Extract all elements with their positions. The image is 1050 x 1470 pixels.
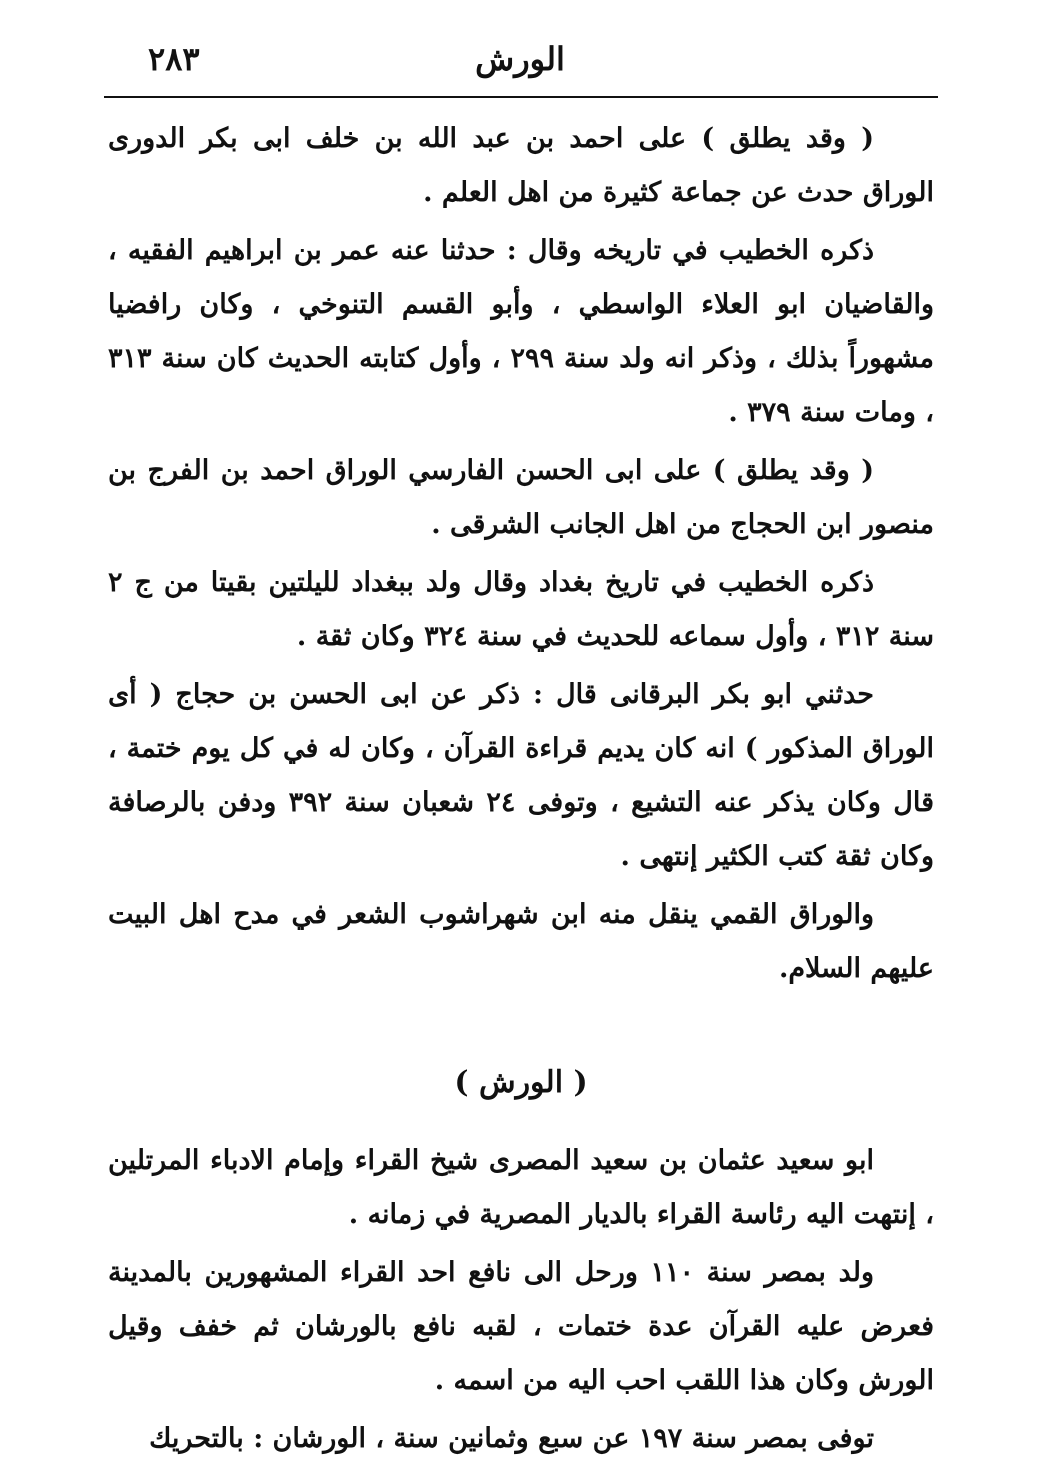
- paragraph: ابو سعيد عثمان بن سعيد المصرى شيخ القراء وإمام الادباء المرتلين ، إنتهت اليه رئاسة القراء بالديار المصرية في زمانه .: [108, 1145, 934, 1230]
- paragraph: ذكره الخطيب في تاريخ بغداد وقال ولد ببغداد لليلتين بقيتا من ج ٢ سنة ٣١٢ ، وأول سماعه للحديث في سنة ٣٢٤ وكان ثقة .: [108, 567, 934, 652]
- paragraph: ( وقد يطلق ) على احمد بن عبد الله بن خلف ابى بكر الدورى الوراق حدث عن جماعة كثيرة من اهل العلم .: [108, 123, 934, 208]
- paragraph: ( وقد يطلق ) على ابى الحسن الفارسي الوراق احمد بن الفرج بن منصور ابن الحجاج من اهل الجانب الشرقى .: [108, 455, 934, 540]
- paragraph: والوراق القمي ينقل منه ابن شهراشوب الشعر في مدح اهل البيت عليهم السلام.: [108, 899, 934, 984]
- page-number: ٢٨٣: [148, 40, 200, 78]
- section-heading: ( الورش ): [454, 1065, 588, 1100]
- page-body: [108, 112, 934, 1470]
- paragraph: حدثني ابو بكر البرقانى قال : ذكر عن ابى الحسن بن حجاج ( أى الوراق المذكور ) انه كان يديم قراءة القرآن ، وكان له في كل يوم ختمة ، قال وكان يذكر عنه التشيع ، وتوفى ٢٤ شعبان سنة ٣٩٢ ودفن بالرصافة وكان ثقة كتب الكثير إنتهى .: [108, 679, 934, 872]
- page-header: [100, 40, 940, 90]
- paragraph: ذكره الخطيب في تاريخه وقال : حدثنا عنه عمر بن ابراهيم الفقيه ، والقاضيان ابو العلاء الواسطي ، وأبو القسم التنوخي ، وكان رافضيا مشهوراً بذلك ، وذكر انه ولد سنة ٢٩٩ ، وأول كتابته الحديث كان سنة ٣١٣ ، ومات سنة ٣٧٩ .: [108, 235, 934, 428]
- running-title: الورش: [475, 40, 565, 78]
- paragraph: ولد بمصر سنة ١١٠ ورحل الى نافع احد القراء المشهورين بالمدينة فعرض عليه القرآن عدة ختمات ، لقبه نافع بالورشان ثم خفف وقيل الورش وكان هذا اللقب احب اليه من اسمه .: [108, 1257, 934, 1396]
- paragraph: توفى بمصر سنة ١٩٧ عن سبع وثمانين سنة ، الورشان : بالتحريك: [149, 1423, 874, 1454]
- header-rule: [104, 96, 938, 98]
